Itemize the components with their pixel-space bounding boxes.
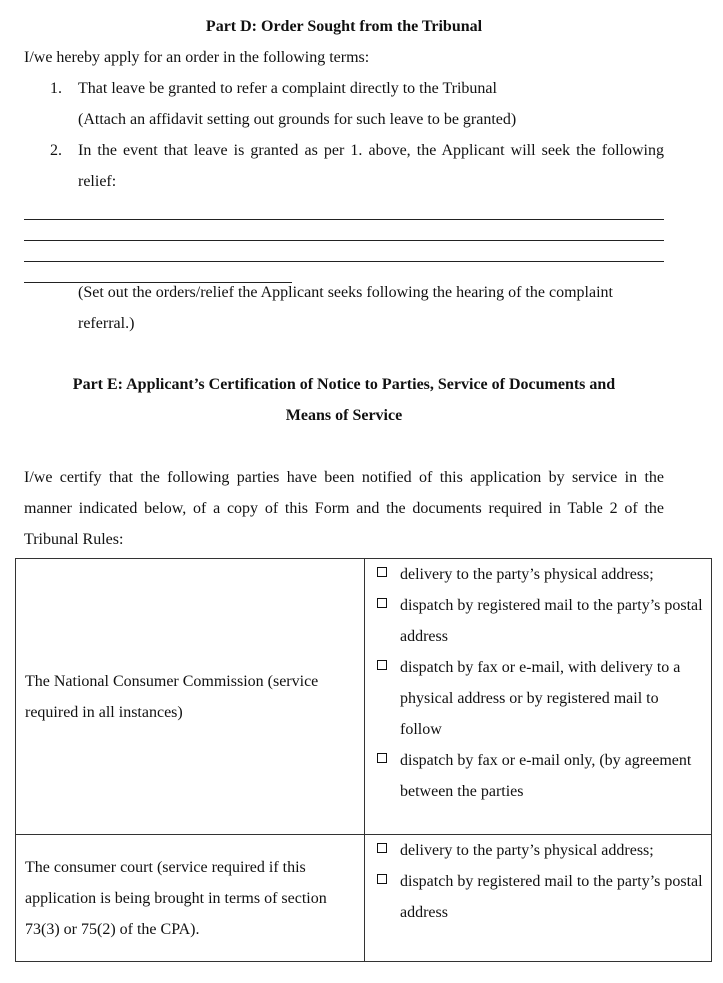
checkbox-icon[interactable] — [377, 598, 387, 608]
service-table — [15, 558, 712, 962]
service-methods-list — [365, 559, 711, 807]
part-e-heading — [0, 369, 688, 431]
service-row-consumer-court — [16, 835, 712, 962]
service-method-option[interactable] — [400, 559, 711, 590]
service-method-label: delivery to the party’s physical address; — [400, 842, 654, 859]
service-method-label: dispatch by fax or e-mail only, (by agreement between the parties — [400, 752, 692, 800]
order-term-text: In the event that leave is granted as per 1. above, the Applicant will seek the following relief: — [78, 142, 664, 190]
service-methods-list — [365, 835, 711, 928]
part-d-intro: I/we hereby apply for an order in the following terms: — [24, 49, 370, 66]
checkbox-icon[interactable] — [377, 843, 387, 853]
party-name: The consumer court (service required if this application is being brought in terms of section 73(3) or 75(2) of the CPA). — [25, 858, 327, 938]
order-term-2 — [0, 135, 723, 197]
methods-cell — [365, 835, 712, 962]
part-d-heading: Part D: Order Sought from the Tribunal — [205, 18, 483, 35]
service-method-option[interactable] — [400, 745, 711, 807]
checkbox-icon[interactable] — [377, 660, 387, 670]
order-term-number: 2. — [50, 142, 62, 159]
relief-note: (Set out the orders/relief the Applicant seeks following the hearing of the complaint referral.) — [78, 284, 613, 332]
checkbox-icon[interactable] — [377, 874, 387, 884]
service-method-option[interactable] — [400, 866, 711, 928]
order-term-number: 1. — [50, 80, 62, 97]
service-row-ncc — [16, 559, 712, 835]
part-e-heading-line-2: Means of Service — [285, 407, 403, 424]
order-terms-list — [0, 73, 723, 197]
party-name: The National Consumer Commission (service required in all instances) — [25, 672, 319, 721]
service-method-label: delivery to the party’s physical address; — [400, 566, 654, 583]
methods-cell — [365, 559, 712, 835]
party-cell — [16, 835, 365, 962]
service-method-label: dispatch by registered mail to the party’s postal address — [400, 597, 703, 645]
order-term-text: That leave be granted to refer a complaint directly to the Tribunal — [78, 80, 497, 97]
service-method-option[interactable] — [400, 590, 711, 652]
relief-blank-line-2[interactable] — [24, 240, 664, 241]
part-e-intro: I/we certify that the following parties have been notified of this application by service in the manner indicated below, of a copy of this Form and the documents required in Table 2 of the Tribunal Rules: — [24, 469, 664, 548]
service-method-option[interactable] — [400, 652, 711, 745]
relief-blank-line-1[interactable] — [24, 219, 664, 220]
order-term-note: (Attach an affidavit setting out grounds for such leave to be granted) — [78, 111, 517, 128]
relief-blank-line-3[interactable] — [24, 261, 664, 262]
part-e-heading-line-1: Part E: Applicant’s Certification of Notice to Parties, Service of Documents and — [72, 376, 616, 393]
party-cell — [16, 559, 365, 835]
service-method-option[interactable] — [400, 835, 711, 866]
checkbox-icon[interactable] — [377, 567, 387, 577]
service-method-label: dispatch by fax or e-mail, with delivery to a physical address or by registered mail to follow — [400, 659, 681, 738]
checkbox-icon[interactable] — [377, 753, 387, 763]
order-term-1 — [0, 73, 723, 135]
service-method-label: dispatch by registered mail to the party’s postal address — [400, 873, 703, 921]
